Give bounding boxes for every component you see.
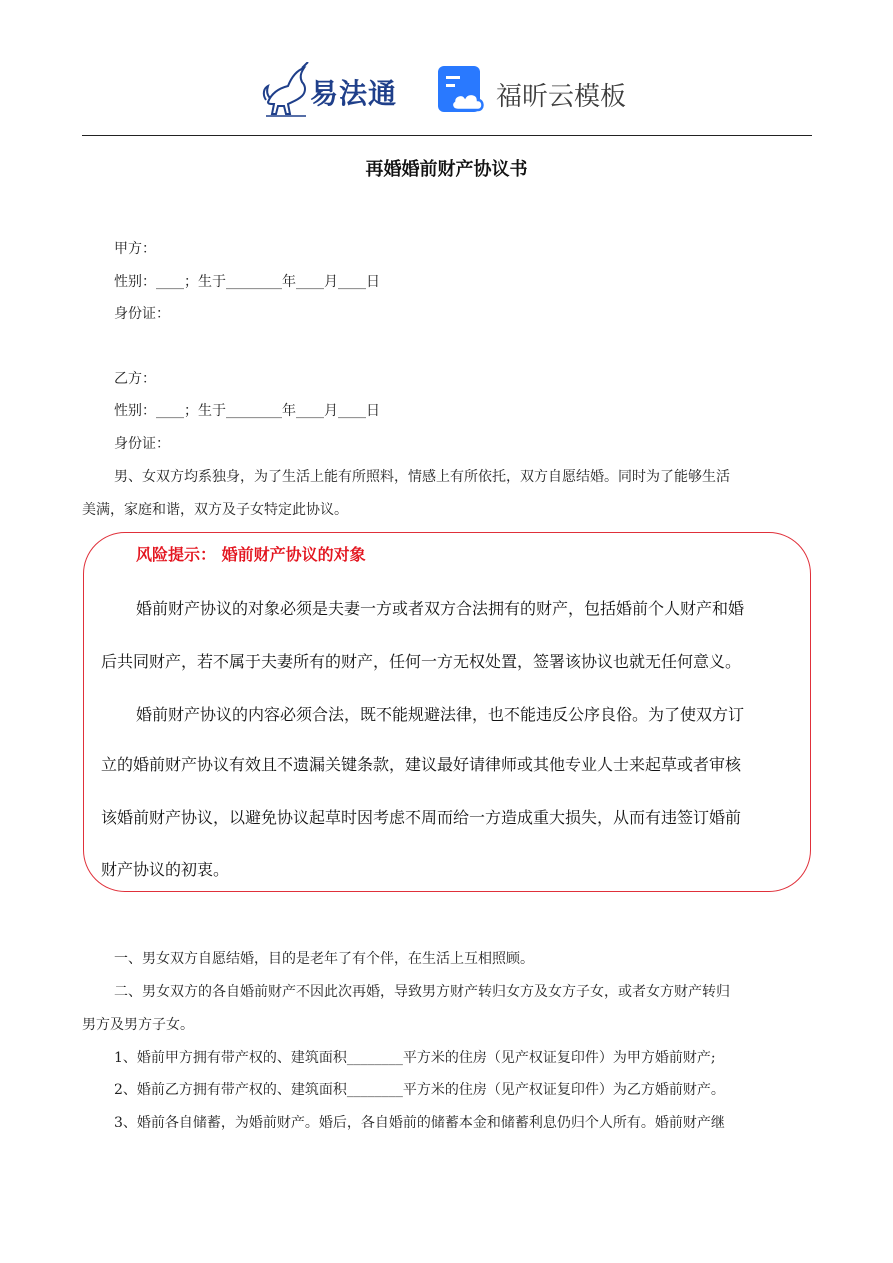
clause-2-item-3: 3、婚前各自储蓄，为婚前财产。婚后，各自婚前的储蓄本金和储蓄利息仍归个人所有。婚前财产继 bbox=[114, 1115, 725, 1131]
clause-1: 一、男女双方自愿结婚，目的是老年了有个伴，在生活上互相照顾。 bbox=[114, 951, 534, 967]
clause-2-cont: 男方及男方子女。 bbox=[82, 1017, 194, 1033]
party-b-id: 身份证： bbox=[114, 436, 170, 452]
header-divider bbox=[82, 135, 812, 136]
party-a-id: 身份证： bbox=[114, 306, 170, 322]
risk-line-2: 后共同财产，若不属于夫妻所有的财产，任何一方无权处置，签署该协议也就无任何意义。 bbox=[101, 652, 742, 671]
risk-line-4: 立的婚前财产协议有效且不遗漏关键条款，建议最好请律师或其他专业人士来起草或者审核 bbox=[101, 755, 742, 774]
risk-line-3: 婚前财产协议的内容必须合法，既不能规避法律，也不能违反公序良俗。为了使双方订 bbox=[136, 705, 745, 724]
party-b-label: 乙方： bbox=[114, 371, 156, 387]
party-b-gender-birth: 性别：____；生于________年____月____日 bbox=[114, 403, 380, 419]
intro-line-2: 美满，家庭和谐，双方及子女特定此协议。 bbox=[82, 502, 348, 518]
document-title: 再婚婚前财产协议书 bbox=[365, 159, 528, 180]
foxit-cloud-logo bbox=[436, 64, 636, 120]
risk-line-6: 财产协议的初衷。 bbox=[101, 860, 230, 879]
clause-2-item-1: 1、婚前甲方拥有带产权的、建筑面积________平方米的住房（见产权证复印件）为甲方婚前财产; bbox=[114, 1050, 716, 1066]
risk-line-5: 该婚前财产协议，以避免协议起草时因考虑不周而给一方造成重大损失，从而有违签订婚前 bbox=[101, 808, 742, 827]
yifatong-logo bbox=[262, 62, 412, 118]
party-a-label: 甲方： bbox=[114, 241, 156, 257]
cloud-document-icon bbox=[436, 64, 488, 116]
clause-2-item-2: 2、婚前乙方拥有带产权的、建筑面积________平方米的住房（见产权证复印件）为乙方婚前财产。 bbox=[114, 1082, 725, 1098]
party-a-gender-birth: 性别：____；生于________年____月____日 bbox=[114, 274, 380, 290]
risk-notice-title: 风险提示： 婚前财产协议的对象 bbox=[136, 545, 366, 564]
unicorn-logo-icon bbox=[262, 62, 310, 118]
page-header bbox=[0, 58, 893, 124]
foxit-cloud-logo-text: 福昕云模板 bbox=[496, 82, 627, 112]
yifatong-logo-text: 易法通 bbox=[310, 77, 398, 110]
intro-line-1: 男、女双方均系独身，为了生活上能有所照料，情感上有所依托，双方自愿结婚。同时为了能够生活 bbox=[114, 469, 730, 485]
risk-line-1: 婚前财产协议的对象必须是夫妻一方或者双方合法拥有的财产，包括婚前个人财产和婚 bbox=[136, 599, 745, 618]
clause-2: 二、男女双方的各自婚前财产不因此次再婚，导致男方财产转归女方及女方子女，或者女方财产转归 bbox=[114, 984, 730, 1000]
